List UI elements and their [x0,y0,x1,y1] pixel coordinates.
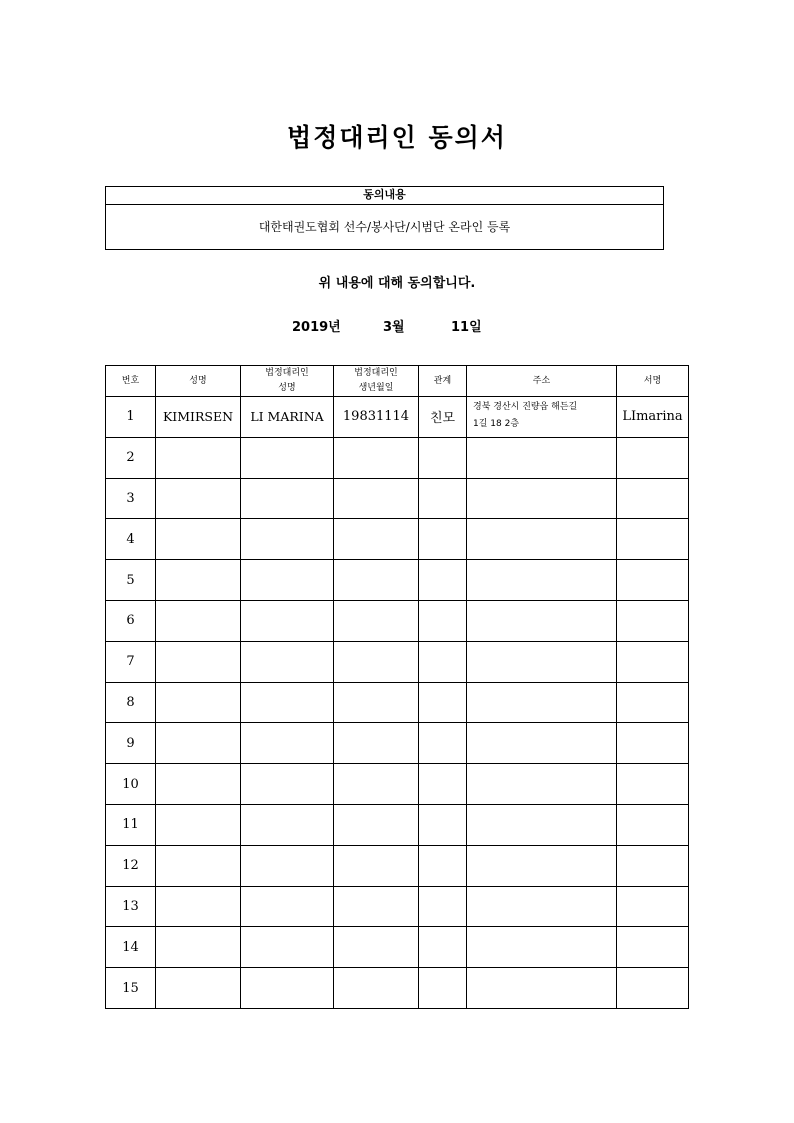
cell-address [467,845,617,886]
cell-relation [419,641,467,682]
cell-name [156,764,241,805]
date-year: 2019년 [292,320,341,335]
table-row [106,804,689,845]
table-row [106,968,689,1009]
cell-rep-name [241,682,334,723]
cell-relation [419,804,467,845]
cell-number: 7 [106,641,156,682]
cell-rep-birth [334,560,419,601]
table-row [106,397,689,438]
cell-rep-birth [334,804,419,845]
cell-relation [419,682,467,723]
cell-rep-birth [334,641,419,682]
consent-header: 동의내용 [106,187,663,205]
cell-relation [419,968,467,1009]
header-rep-name [241,366,334,397]
cell-name [156,682,241,723]
cell-address [467,723,617,764]
header-rep-name-line2: 성명 [278,383,296,393]
table-row [106,478,689,519]
cell-relation [419,600,467,641]
cell-rep-birth [334,600,419,641]
header-rep-birth [334,366,419,397]
table-row [106,641,689,682]
cell-relation [419,560,467,601]
cell-signature [617,804,689,845]
cell-number: 6 [106,600,156,641]
cell-rep-name [241,560,334,601]
cell-address [467,519,617,560]
cell-name [156,723,241,764]
cell-number: 13 [106,886,156,927]
header-name: 성명 [156,366,241,397]
cell-number: 3 [106,478,156,519]
cell-rep-birth [334,478,419,519]
cell-address-line2: 1길 18 2층 [473,419,520,429]
cell-rep-birth [334,437,419,478]
cell-address [467,764,617,805]
cell-rep-birth [334,845,419,886]
cell-relation [419,764,467,805]
cell-relation [419,437,467,478]
table-row [106,845,689,886]
cell-rep-name [241,804,334,845]
header-rep-birth-line1: 법정대리인 [354,368,398,378]
cell-rep-name: LI MARINA [241,397,334,438]
cell-signature: LImarina [617,397,689,438]
cell-name [156,845,241,886]
cell-address [467,886,617,927]
cell-name [156,927,241,968]
cell-name [156,560,241,601]
header-rep-name-line1: 법정대리인 [265,368,309,378]
cell-number: 8 [106,682,156,723]
table-row [106,927,689,968]
cell-name [156,641,241,682]
table-row [106,437,689,478]
date-day: 11일 [451,320,482,335]
header-address: 주소 [467,366,617,397]
cell-relation [419,723,467,764]
cell-signature [617,927,689,968]
cell-address-line1: 경북 경산시 진량읍 해든길 [473,402,578,412]
cell-signature [617,600,689,641]
cell-rep-birth [334,764,419,805]
cell-number: 5 [106,560,156,601]
cell-relation [419,519,467,560]
cell-signature [617,764,689,805]
cell-rep-name [241,968,334,1009]
consent-content: 대한태권도협회 선수/봉사단/시범단 온라인 등록 [258,220,511,234]
signers-table [105,365,689,1009]
cell-name [156,804,241,845]
cell-rep-name [241,845,334,886]
table-row [106,560,689,601]
cell-signature [617,845,689,886]
cell-signature [617,682,689,723]
cell-address [467,600,617,641]
cell-rep-birth [334,519,419,560]
cell-name [156,600,241,641]
cell-rep-name [241,600,334,641]
cell-signature [617,437,689,478]
cell-rep-name [241,764,334,805]
table-row [106,723,689,764]
header-relation: 관계 [419,366,467,397]
cell-address [467,560,617,601]
header-rep-birth-line2: 생년월일 [358,383,394,393]
cell-relation [419,478,467,519]
cell-rep-birth: 19831114 [334,397,419,438]
header-signature: 서명 [617,366,689,397]
table-row [106,886,689,927]
cell-address [467,968,617,1009]
table-row [106,682,689,723]
cell-address [467,682,617,723]
cell-number: 4 [106,519,156,560]
cell-signature [617,723,689,764]
cell-rep-birth [334,886,419,927]
cell-rep-name [241,723,334,764]
cell-address [467,478,617,519]
cell-number: 14 [106,927,156,968]
cell-number: 11 [106,804,156,845]
cell-relation [419,927,467,968]
cell-number: 10 [106,764,156,805]
table-row [106,764,689,805]
cell-name [156,968,241,1009]
cell-signature [617,519,689,560]
consent-box [105,186,664,250]
cell-name [156,437,241,478]
header-number: 번호 [106,366,156,397]
cell-rep-name [241,927,334,968]
cell-signature [617,478,689,519]
agree-statement: 위 내용에 대해 동의합니다. [318,276,476,291]
cell-rep-name [241,886,334,927]
cell-name [156,478,241,519]
cell-rep-birth [334,682,419,723]
cell-relation [419,845,467,886]
cell-signature [617,560,689,601]
cell-number: 1 [106,397,156,438]
cell-name [156,886,241,927]
date-month: 3월 [383,320,405,335]
cell-rep-birth [334,927,419,968]
cell-signature [617,641,689,682]
cell-address [467,804,617,845]
cell-relation [419,886,467,927]
cell-number: 12 [106,845,156,886]
cell-address [467,437,617,478]
cell-rep-birth [334,968,419,1009]
cell-signature [617,968,689,1009]
cell-address [467,927,617,968]
document-title: 법정대리인 동의서 [287,123,507,152]
cell-address [467,641,617,682]
cell-signature [617,886,689,927]
table-header-row [106,366,689,397]
table-row [106,519,689,560]
cell-rep-name [241,641,334,682]
cell-number: 15 [106,968,156,1009]
cell-number: 2 [106,437,156,478]
cell-relation: 친모 [419,397,467,438]
cell-rep-name [241,519,334,560]
cell-rep-birth [334,723,419,764]
cell-address [467,397,617,438]
cell-rep-name [241,437,334,478]
cell-name [156,519,241,560]
table-row [106,600,689,641]
cell-name: KIMIRSEN [156,397,241,438]
cell-rep-name [241,478,334,519]
cell-number: 9 [106,723,156,764]
